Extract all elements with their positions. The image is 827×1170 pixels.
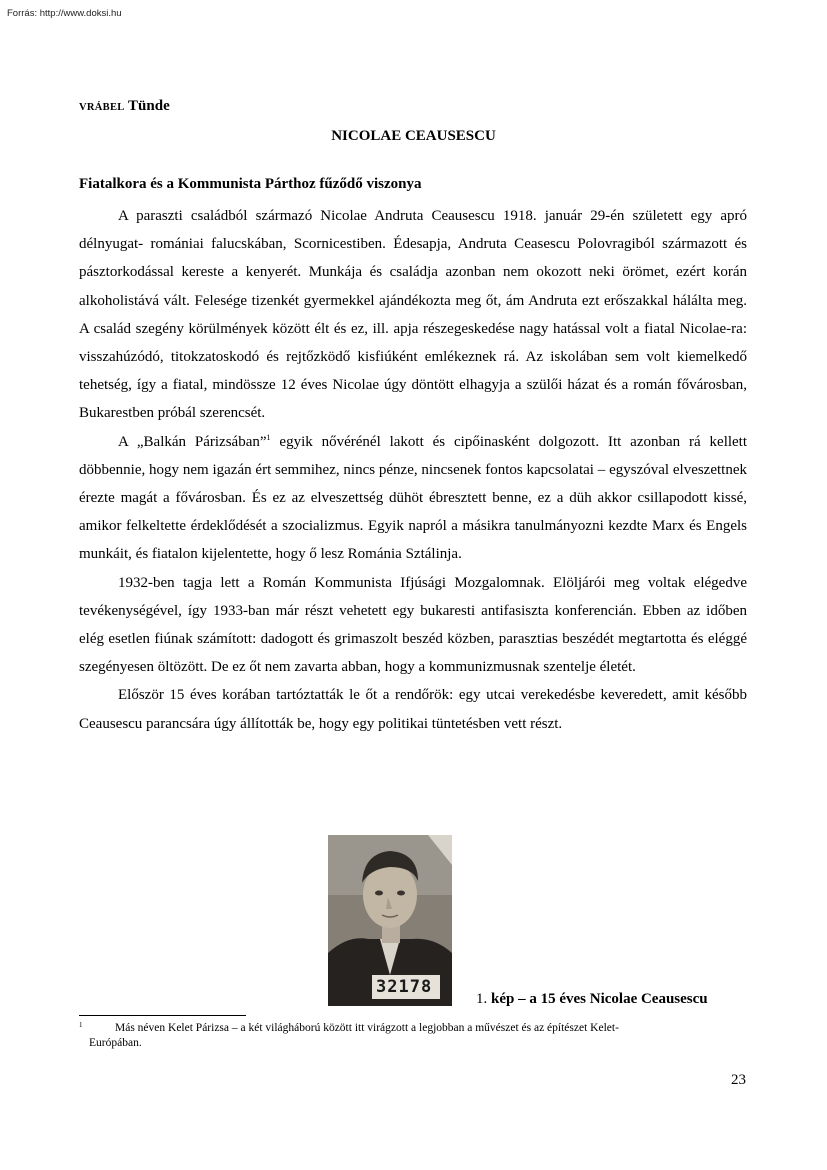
paragraph-1: A paraszti családból származó Nicolae Andruta Ceausescu 1918. január 29-én született egy apró délnyugat- romániai falucskában, Scornicestiben. Édesapja, Andruta Ceasescu Polovragiból származott és pásztorkodással kereste a kenyerét. Munkája és családja azonban nem okozott neki örömet, ezért korán alkoholistává vált. Felesége tizenkét gyermekkel ajándékozta meg őt, ám Andruta ezt erőszakkal hálálta meg. A család szegény körülmények között élt és ez, ill. apja részegeskedése nagy hatással volt a fiatal Nicolae-ra: visszahúzódó, titokzatoskodó és rejtőzködő kisfiúként emlékeznek rá. Az iskolában sem volt kiemelkedő tehetség, így a fiatal, mindössze 12 éves Nicolae úgy döntött elhagyja a szülői házat és a román fővárosban, Bukarestben próbál szerencsét. (79, 208, 747, 422)
photo-caption (476, 991, 708, 1008)
paragraph-2-rest: egyik nővérénél lakott és cipőinasként dolgozott. Itt azonban rá kellett döbbennie, hogy nem igazán ért semmihez, nincs pénze, nincsenek fontos kapcsolatai – egyszóval elveszettnek érezte magát a fővárosban. És ez az elveszettség dühöt ébresztett benne, ez a düh akkor csillapodott kissé, amikor felkeltette érdeklődését a szocializmus. Egyik napról a másikra tanulmányozni kezdte Marx és Engels munkáit, és fiatalon kijelentette, hogy ő lesz Románia Sztálinja. (79, 433, 748, 563)
document-title (0, 128, 827, 145)
paragraph-2 (79, 428, 747, 569)
author-last-name: VRÁBEL (79, 102, 125, 113)
document-body (79, 202, 747, 738)
footnote-text-continued: Európában. (89, 1037, 142, 1049)
author-name (79, 98, 170, 115)
author-first-name: Tünde (128, 98, 170, 114)
paragraph-2-lead: A „Balkán Párizsában” (118, 433, 267, 450)
paragraph-3: 1932-ben tagja lett a Román Kommunista Ifjúsági Mozgalomnak. Elöljárói meg voltak elégedve tevékenységével, így 1933-ban már részt vehetett egy bukaresti antifasiszta konferencián. Ebben az időben elég esetlen fiúnak számított: dadogott és grimaszolt beszéd közben, parasztias beszédét megtartotta és eléggé szegényesen öltözött. De ez őt nem zavarta abban, hogy a kommunizmusnak szentelje életét. (79, 574, 747, 676)
section-heading: Fiatalkora és a Kommunista Párthoz fűződő viszonya (79, 176, 422, 192)
source-label[interactable]: Forrás: http://www.doksi.hu (7, 8, 122, 19)
footnote-text: Más néven Kelet Párizsa – a két világháború között itt virágzott a legjobban a művészet és az építészet Kelet- (115, 1022, 619, 1034)
footnote (79, 1021, 719, 1051)
page-number: 23 (731, 1072, 746, 1088)
footnote-reference[interactable]: 1 (266, 432, 271, 442)
caption-text: kép – a 15 éves Nicolae Ceausescu (491, 991, 708, 1007)
photo-number-plate: 32178 (376, 977, 433, 997)
footnote-separator (79, 1015, 246, 1016)
portrait-photo (328, 835, 452, 1006)
document-title-text: NICOLAE CEAUSESCU (331, 128, 496, 144)
footnote-mark: 1 (79, 1021, 83, 1029)
paragraph-4: Először 15 éves korában tartóztatták le őt a rendőrök: egy utcai verekedésbe keveredett, amit később Ceausescu parancsára úgy állították be, hogy egy politikai tüntetésben vett részt. (79, 687, 747, 732)
caption-number: 1. (476, 991, 488, 1007)
